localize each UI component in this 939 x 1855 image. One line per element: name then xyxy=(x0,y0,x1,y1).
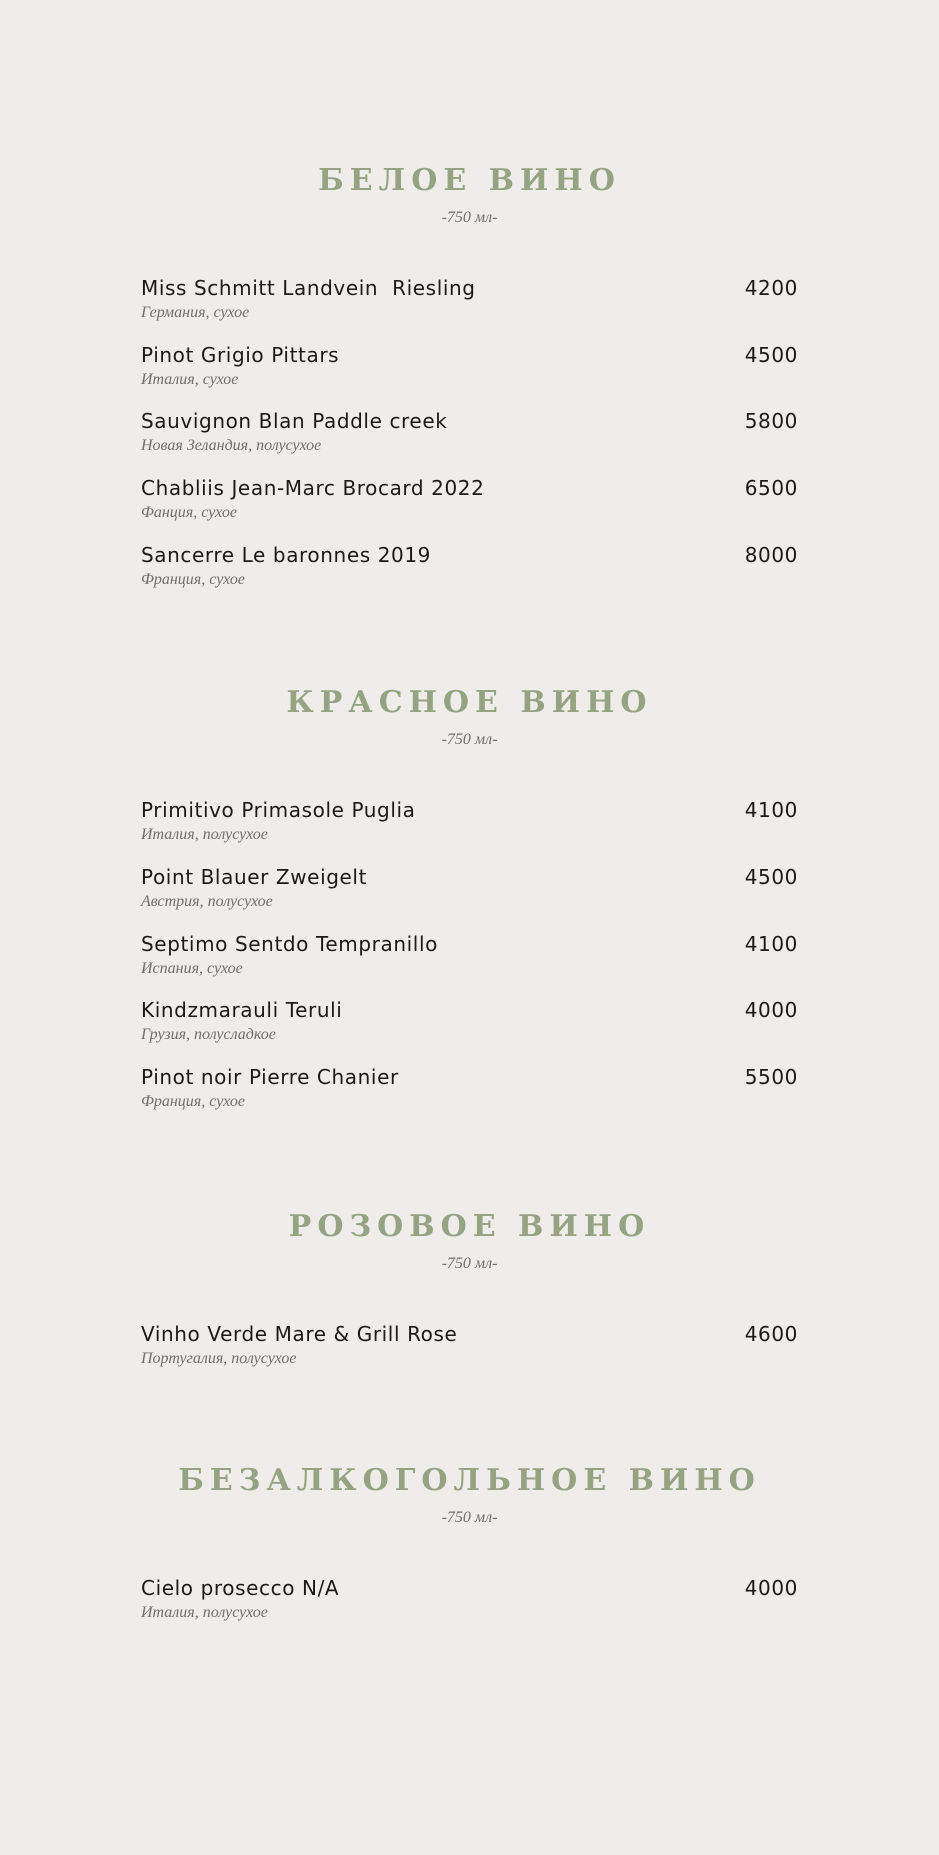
menu-item xyxy=(141,1324,798,1384)
item-description: Италия, сухое xyxy=(141,371,239,388)
menu-item xyxy=(141,1000,798,1060)
item-name: Pinot noir Pierre Chanier xyxy=(141,1065,399,1089)
section-volume: -750 мл- xyxy=(441,1509,498,1526)
section-volume: -750 мл- xyxy=(441,731,498,748)
item-description: Испания, сухое xyxy=(141,960,243,977)
item-description: Германия, сухое xyxy=(141,304,250,321)
menu-item xyxy=(141,800,798,860)
section-title: БЕЛОЕ ВИНО xyxy=(318,163,621,198)
menu-item xyxy=(141,411,798,471)
menu-item xyxy=(141,934,798,994)
item-price: 4500 xyxy=(744,343,798,367)
section-volume: -750 мл- xyxy=(441,1255,498,1272)
section-title: БЕЗАЛКОГОЛЬНОЕ ВИНО xyxy=(178,1463,761,1498)
item-name: Primitivo Primasole Puglia xyxy=(141,798,416,822)
item-name: Vinho Verde Mare & Grill Rose xyxy=(141,1322,458,1346)
item-description: Франция, сухое xyxy=(141,571,245,588)
item-description: Фанция, сухое xyxy=(141,504,237,521)
item-price: 4600 xyxy=(744,1322,798,1346)
item-name: Pinot Grigio Pittars xyxy=(141,343,340,367)
item-price: 4100 xyxy=(744,932,798,956)
item-name: Cielo prosecco N/A xyxy=(141,1576,340,1600)
item-price: 5800 xyxy=(744,409,798,433)
item-price: 4500 xyxy=(744,865,798,889)
item-name: Chabliis Jean-Marc Brocard 2022 xyxy=(141,476,485,500)
item-name: Point Blauer Zweigelt xyxy=(141,865,368,889)
section-title: РОЗОВОЕ ВИНО xyxy=(288,1209,651,1244)
menu-item xyxy=(141,867,798,927)
menu-item xyxy=(141,1067,798,1127)
item-name: Sauvignon Blan Paddle creek xyxy=(141,409,448,433)
item-name: Septimo Sentdo Tempranillo xyxy=(141,932,438,956)
item-name: Miss Schmitt Landvein Riesling xyxy=(141,276,476,300)
item-description: Австрия, полусухое xyxy=(141,893,273,910)
item-description: Грузия, полусладкое xyxy=(141,1026,276,1043)
item-description: Италия, полусухое xyxy=(141,826,268,843)
section-title: КРАСНОЕ ВИНО xyxy=(286,685,653,720)
menu-item xyxy=(141,478,798,538)
item-description: Новая Зеландия, полусухое xyxy=(141,437,322,454)
item-description: Франция, сухое xyxy=(141,1093,245,1110)
item-description: Португалия, полусухое xyxy=(141,1350,297,1367)
item-description: Италия, полусухое xyxy=(141,1604,268,1621)
item-price: 4100 xyxy=(744,798,798,822)
item-price: 8000 xyxy=(744,543,798,567)
item-price: 4000 xyxy=(744,998,798,1022)
menu-item xyxy=(141,278,798,338)
item-name: Kindzmarauli Teruli xyxy=(141,998,343,1022)
menu-item xyxy=(141,345,798,405)
item-price: 5500 xyxy=(744,1065,798,1089)
item-price: 4200 xyxy=(744,276,798,300)
menu-item xyxy=(141,1578,798,1638)
item-price: 4000 xyxy=(744,1576,798,1600)
item-name: Sancerre Le baronnes 2019 xyxy=(141,543,431,567)
section-volume: -750 мл- xyxy=(441,209,498,226)
item-price: 6500 xyxy=(744,476,798,500)
menu-item xyxy=(141,545,798,605)
